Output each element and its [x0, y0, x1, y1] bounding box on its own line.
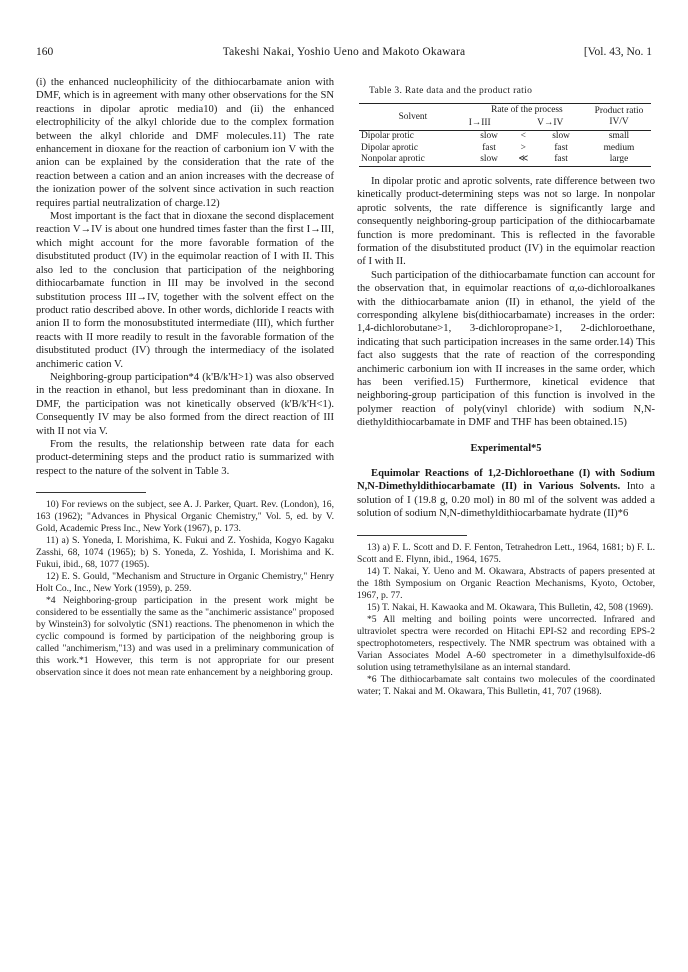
body-paragraph: Such participation of the dithiocarbamate function can account for the observation that, in equimolar reactions of α,ω-dichloroalkanes with the dithiocarbamate anion (II) in ethanol, the yield of the corresponding alkylene bis(dithiocarbamate) increases in the order: 1,4-dichlorobutane>1, 3-dichloropropane>1, 2-dichloroethane, indicating that such participation increases in the same order.14) This fact also suggests that the rate of reaction of the corresponding anchimeric carbonium ion with II increases in the same order, which has been verified.15) Furthermore, kinetical evidence that neighboring-group participation of this function is involved in the polymer reaction of poly(vinyl chloride) with sodium N,N-diethyldithiocarbamate in DMF and THF has been obtained.15)	[357, 269, 655, 429]
run-heading: Equimolar Reactions of 1,2-Dichloroethane (I) with Sodium N,N-Dimethyldithiocarbamate (II) in Various Solvents.	[357, 468, 655, 493]
body-paragraph: From the results, the relationship between rate data for each product-determining steps and the product ratio is summarized with respect to the nature of the solvent in Table 3.	[36, 438, 334, 477]
cell-rate-a: fast	[482, 142, 496, 153]
run-text: Into a solution of I (19.8 g, 0.20 mol) in 80 ml of the solvent was added a solution of sodium N,N-dimethyldithiocarbamate hydrate (II)*6	[357, 481, 655, 520]
cell-solvent: Nonpolar aprotic	[361, 154, 425, 165]
cell-op: ≪	[518, 154, 529, 165]
footnote-star5: *5 All melting and boiling points were uncorrected. Infrared and ultraviolet spectra were recorded on Hitachi EPI-S2 and recording EPS-2 spectrophotometers, respectively. The NMR spectrum was obtained with a Varian Associates Model A-60 spectrometer in a dimethylsulfoxide-d6 solution using tetramethylsilane as an internal standard.	[357, 613, 655, 673]
col-product: Product ratio IV/V	[587, 104, 651, 131]
footnote-15: 15) T. Nakai, H. Kawaoka and M. Okawara, This Bulletin, 42, 508 (1969).	[367, 601, 654, 613]
cell-solvent: Dipolar aprotic	[361, 142, 419, 153]
footnote-star4: *4 Neighboring-group participation in the present work might be considered to be essentially the same as the "anchimeric assistance" proposed by Winstein3) for solvolytic (SN1) reactions. The phenomenon in which the cyclic compound is formed by participation of the neighboring group is called "anchimerism,"13) and was used in a preliminary communication of this work.*1 However, this term is not appropriate for our present observation since it does not mean rate enhancement by a neighboring group.	[36, 595, 334, 679]
body-paragraph: Most important is the fact that in dioxane the second displacement reaction V→IV is about one hundred times faster than the first I→III, which might account for the more favorable formation of the disubstituted product (IV) in the equimolar reaction of I with II. This also led to the conclusion that participation of the neighboring dithiocarbamate function in III may be involved in the second substitution process III→IV, together with the solvent effect on the product ratio described above. In other words, dichloride I reacts with anion II to form the monosubstituted intermediate (III), which further reacts with II more readily to result in the favorable formation of the disubstituted product (IV) through the intermediacy of the isolated anchimeric cation V.	[36, 211, 334, 370]
cell-op: >	[520, 142, 526, 153]
footnote-10: 10) For reviews on the subject, see A. J. Parker, Quart. Rev. (London), 16, 163 (1962); "Advances in Physical Organic Chemistry," Vol. 5, ed. by V. Gold, Academic Press Inc., New York (1967), p. 173.	[36, 499, 334, 535]
col-rate-1: I→III	[468, 118, 491, 129]
rate-table	[359, 103, 651, 167]
experimental-heading: Experimental*5	[470, 442, 542, 454]
cell-ratio: small	[608, 131, 630, 142]
footnotes-left	[36, 499, 334, 679]
cell-rate-a: slow	[480, 131, 498, 142]
footnote-rule	[357, 535, 467, 536]
body-paragraph: In dipolar protic and aprotic solvents, rate difference between two kinetically product-determining steps was not so large. In nonpolar aprotic solvents, the rate difference is significantly large and consequently neighboring-group participation of the dithiocarbamate function is more predominant. This is reflected in the favorable formation of the disubstituted product (IV) in the equimolar reaction of I with II.	[357, 175, 655, 268]
footnote-star6: *6 The dithiocarbamate salt contains two molecules of the coordinated water; T. Nakai and M. Okawara, This Bulletin, 41, 707 (1968).	[357, 673, 655, 697]
col-rate: Rate of the process	[491, 105, 563, 116]
cell-op: <	[520, 131, 526, 142]
page-number: 160	[36, 46, 54, 58]
cell-solvent: Dipolar protic	[361, 131, 414, 142]
table-row	[359, 143, 651, 155]
cell-rate-b: slow	[552, 131, 570, 142]
cell-ratio: medium	[603, 142, 635, 153]
table-row	[359, 131, 651, 143]
left-column	[36, 76, 334, 679]
table-3	[357, 84, 655, 167]
footnote-14: 14) T. Nakai, Y. Ueno and M. Okawara, Abstracts of papers presented at the 18th Symposium on Organic Reaction Mechanisms, Kyoto, October, 1967, p. 77.	[357, 565, 655, 601]
footnote-12: 12) E. S. Gould, "Mechanism and Structure in Organic Chemistry," Henry Holt Co., Inc., New York (1959), p. 259.	[36, 571, 334, 595]
header-authors: Takeshi Nakai, Yoshio Ueno and Makoto Okawara	[222, 46, 466, 58]
footnotes-right	[357, 542, 655, 698]
table-caption: Table 3. Rate data and the product ratio	[369, 85, 533, 96]
cell-rate-b: fast	[554, 142, 568, 153]
footnote-11: 11) a) S. Yoneda, I. Morishima, K. Fukui and Z. Yoshida, Kogyo Kagaku Zasshi, 68, 1074 (1965); b) S. Yoneda, Z. Yoshida, I. Morishima and K. Fukui, ibid., 68, 1077 (1965).	[36, 535, 334, 571]
experimental-paragraph	[357, 467, 655, 521]
running-header	[36, 46, 652, 62]
footnote-rule	[36, 492, 146, 493]
footnote-13: 13) a) F. L. Scott and D. F. Fenton, Tetrahedron Lett., 1964, 1681; b) F. L. Scott and E. Flynn, ibid., 1964, 1675.	[357, 541, 655, 565]
header-volume: [Vol. 43, No. 1	[583, 46, 652, 58]
cell-rate-a: slow	[480, 154, 498, 165]
col-rate-2: V→IV	[537, 118, 564, 129]
cell-rate-b: fast	[554, 154, 568, 165]
body-paragraph: (i) the enhanced nucleophilicity of the dithiocarbamate anion with DMF, which is in agreement with many other observations for the SN reactions in dipolar aprotic media10) and (ii) the enhanced electrophilicity of the alkyl chloride due to the complex formation between the alkyl chloride and DMF molecules.11) The rate enhancement in dioxane for the reaction of carbonium ion V with the anion can be explained by the consideration that the rate of the reaction between a cation and an anion increases with the decrease of the ionization power of the solvent since activation in such reaction requires partial neutralization of charge.12)	[36, 77, 334, 209]
right-column	[357, 84, 655, 698]
cell-ratio: large	[609, 154, 629, 165]
col-solvent: Solvent	[359, 104, 467, 131]
table-row	[359, 154, 651, 166]
body-paragraph: Neighboring-group participation*4 (k'B/k'H>1) was also observed in the reaction in ethanol, but less predominant than in dioxane. In DMF, the participation was not kinetically observed (k'B/k'H<1). Consequently IV may be also formed from the direct reaction of III with II not via V.	[36, 371, 334, 437]
